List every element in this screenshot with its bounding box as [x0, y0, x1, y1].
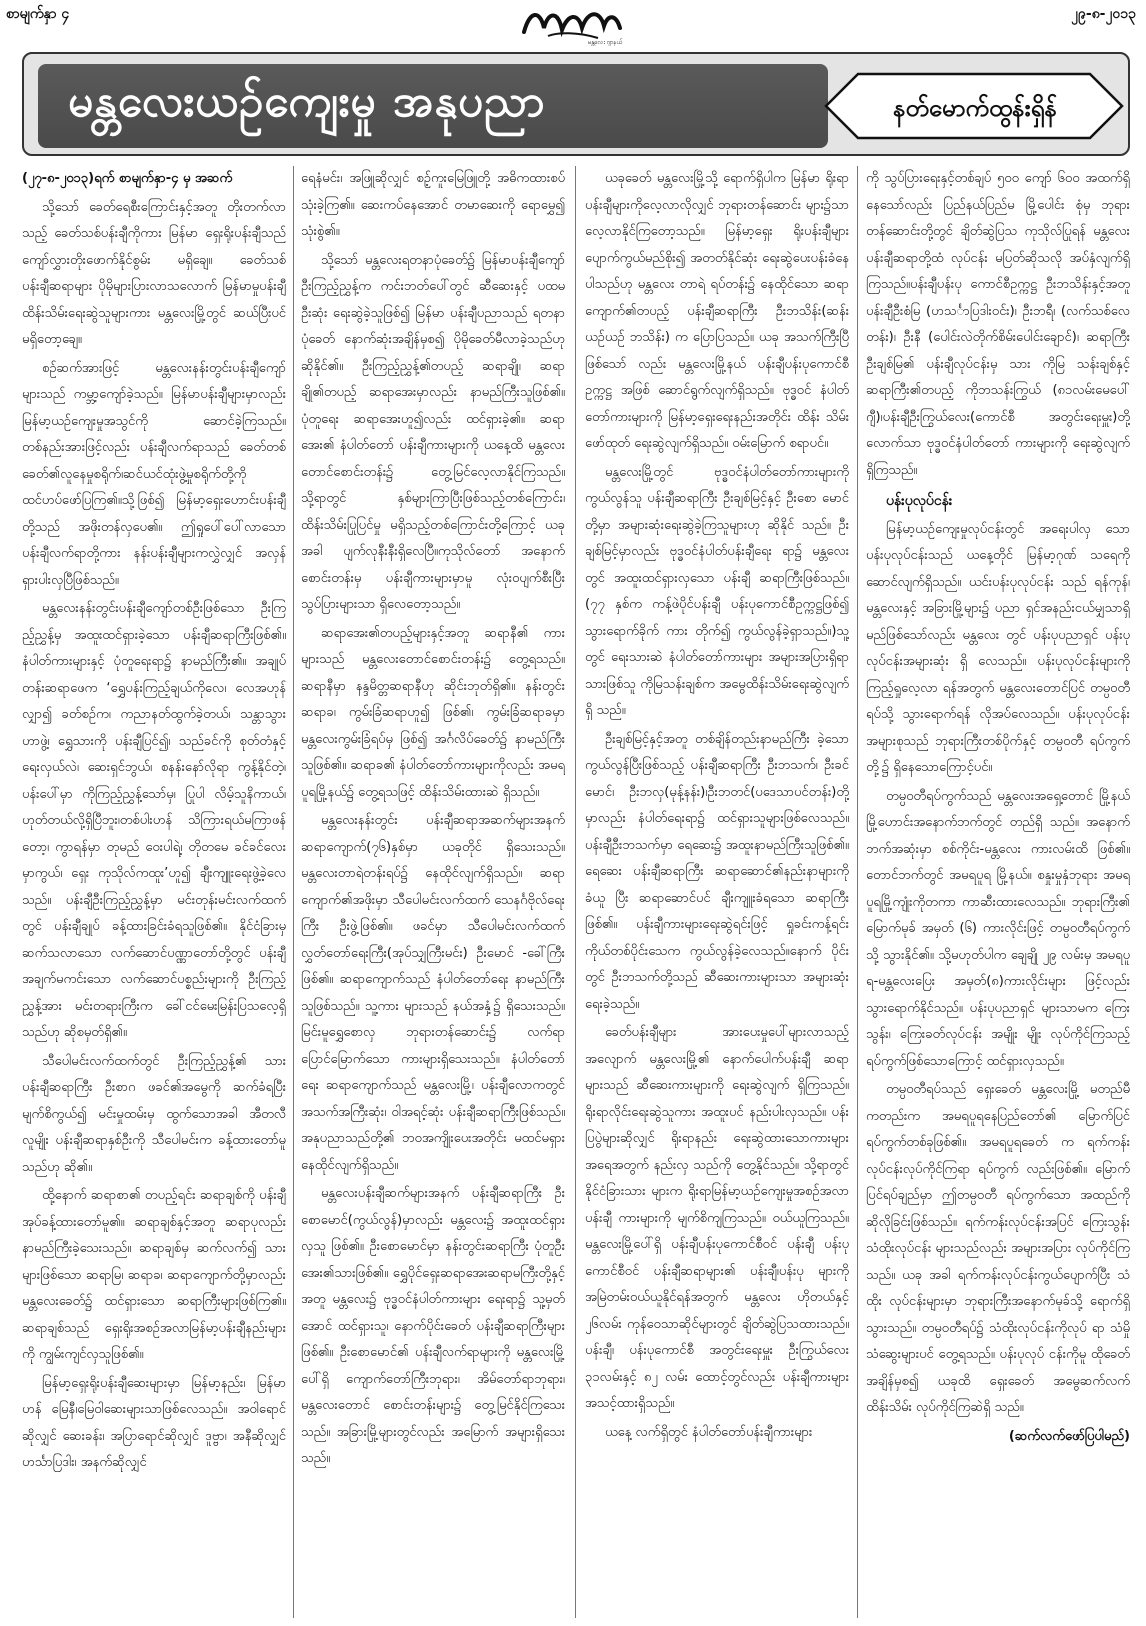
article-column-3	[585, 166, 849, 1618]
page-number: စာမျက်နှာ ၄	[6, 6, 70, 22]
article-column-2	[301, 166, 565, 1618]
to-be-continued-note: (ဆက်လက်ဖော်ပြပါမည်)	[1008, 1428, 1130, 1444]
paragraph: မြန်မာ့ရှေးရိုးပန်းချီဆေးများမှာ မြန်မာ့နည်း၊ မြန်မာဟန် မြေနီ၊မြေဝါဆေးများသာဖြစ်လေသည်။ အဝါရောင်ဆိုလျှင် ဆေးခန်း၊ အပြာရောင်ဆိုလျှင် ဒူဗ္ဗာ၊ အနီဆိုလျှင် ဟင်္သာပြဒါး၊ အနက်ဆိုလျှင်	[22, 1375, 286, 1470]
paragraph: ဆရာအေး၏တပည့်များနှင့်အတူ ဆရာနီ၏ ကားများသည် မန္တလေးတောင်စောင်းတန်း၌ တွေ့ရသည်။ ဆရာနီမှာ နန္ဒမိတ္တဆရာနီဟု ဆိုင်းဘုတ်ရှိ၏။ နန်းတွင်းဆရာခ၊ ကွမ်းခြံဆရာဟူ၍ ဖြစ်၏၊ ကွမ်းခြံဆရာခမှာ မန္တလေးကွမ်းခြံရပ်မှ ဖြစ်၍ အင်္ဂလိပ်ခေတ်၌ နာမည်ကြီးသူဖြစ်၏။ ဆရာခ၏ နံပါတ်တော်ကားများကိုလည်း အမရပူရမြို့နယ်၌ တွေ့ရသဖြင့် ထိန်းသိမ်းထားဆဲ ရှိသည်။	[301, 625, 565, 800]
paragraph: သီပေါမင်းလက်ထက်တွင် ဦးကြည့်ညွှန့်၏ သား ပန်းချီဆရာကြီး ဦးစာဂ ဖခင်၏အမွေကို ဆက်ခံရပြီး မျက်စိကွယ်၍ မင်းမှုထမ်းမှ ထွက်သောအခါ အီတလီလူမျိုး ပန်းချီဆရာနှစ်ဦးကို သီပေါမင်းက ခန့်ထားတော်မူသည်ဟု ဆို၏။	[22, 1053, 286, 1175]
paragraph: ထို့နောက် ဆရာစာ၏ တပည့်ရင်း ဆရာချစ်ကို ပန်းချီအုပ်ခန့်ထားတော်မူ၏။ ဆရာချစ်နှင့်အတူ ဆရာပုလည်း နာမည်ကြီးခဲ့သေးသည်။ ဆရာချစ်မှ ဆက်လက်၍ သားများဖြစ်သော ဆရာမြ၊ ဆရာခ၊ ဆရာကျောက်တို့မှာလည်း မန္တလေးခေတ်၌ ထင်ရှားသော ဆရာကြီးများဖြစ်ကြ၏။ ဆရာချစ်သည် ရှေးရိုးအစဉ်အလာမြန်မာ့ပန်းချီနည်းများကို ကျွမ်းကျင်လှသူဖြစ်၏။	[22, 1188, 286, 1362]
article-column-4	[866, 166, 1130, 1618]
masthead-logo	[518, 2, 626, 46]
page-header	[0, 0, 1146, 50]
paragraph: ခေတ်ပန်းချီများ အားပေးမှုပေါ်များလာသည့် အလျောက် မန္တလေးမြို့၏ နောက်ပေါက်ပန်းချီ ဆရာများသည် ဆီဆေးကားများကို ရေးဆွဲလျက် ရှိကြသည်။ ရိုးရာလိုင်းရေးဆွဲသူကား အထူးပင် နည်းပါးလှသည်။ ပန်းပြပွဲများဆိုလျှင် ရိုးရာနည်း ရေးဆွဲထားသောကားများ အရေအတွက် နည်းလှ သည်ကို တွေ့နိုင်သည်။ သို့ရာတွင် နိုင်ငံခြားသား များက ရိုးရာမြန်မာ့ယဉ်ကျေးမှုအစဉ်အလာပန်းချီ ကားများကို မျက်စိကျကြသည်။ ဝယ်ယူကြသည်။ မန္တလေးမြို့ပေါ်ရှိ ပန်းချီပန်းပုကောင်စီဝင် ပန်းချီ ပန်းပုကောင်စီဝင် ပန်းချီဆရာများ၏ ပန်းချီ၊ပန်းပု များကို အမြဲတမ်းဝယ်ယူနိုင်ရန်အတွက် မန္တလေး ဟိုတယ်နှင့် ၂၆လမ်း ကုန်ဝေသာဆိုင်များတွင် ချိတ်ဆွဲပြသထားသည်။ ပန်းချီ၊ ပန်းပုကောင်စီ အတွင်းရေးမှူး ဦးကြွယ်လေး ၃၁လမ်းနှင့် ၈၂ လမ်း ထောင့်တွင်လည်း ပန်းချီကားများ အသင့်ထားရှိသည်။	[585, 1025, 849, 1411]
article-title: မန္တလေးယဉ်ကျေးမှု အနုပညာ	[68, 76, 546, 127]
title-band	[38, 64, 828, 148]
paragraph: တမ္ပဝတီရပ်သည် ရှေးခေတ် မန္တလေးမြို့ မတည်မီကတည်းက အမရပူရနေပြည်တော်၏ မြောက်ပြင်ရပ်ကွက်တစ်ခုဖြစ်၏။ အမရပူရခေတ် က ရက်ကန်းလုပ်ငန်းလုပ်ကိုင်ကြရာ ရပ်ကွက် လည်းဖြစ်၏။ မြောက်ပြင်ရပ်ချည်မှာ ဤတမ္ပဝတီ ရပ်ကွက်သော အထည်ကို ဆိုလိုခြင်းဖြစ်သည်။ ရက်ကန်းလုပ်ငန်းအပြင် ကြေးသွန်းသံထိုးလုပ်ငန်း များသည်လည်း အများအပြား လုပ်ကိုင်ကြသည်။ ယခု အခါ ရက်ကန်းလုပ်ငန်းကွယ်ပျောက်ပြီး သံထိုး လုပ်ငန်းများမှာ ဘုရားကြီးအနောက်မုခ်သို့ ရောက်ရှိ သွားသည်။ တမ္ပဝတီရပ်၌ သံထိုးလုပ်ငန်းကိုလုပ် ရာ သံမှိုသံဆွေးများပင် တွေ့ရသည်။ ပန်းပုလုပ် ငန်းကိုမူ ထိုခေတ်အချိန်မှစ၍ ယခုထိ ရှေးခေတ် အမွေဆက်လက်ထိန်းသိမ်း လုပ်ကိုင်ကြဆဲရှိ သည်။	[866, 1082, 1130, 1415]
paragraph: မန္တလေးနန်းတွင်း ပန်းချီဆရာအဆက်များအနက် ဆရာကျောက်(၇၆)နှစ်မှာ ယခုတိုင် ရှိသေးသည်။ မန္တလေးတာရဲတန်းရပ်၌ နေထိုင်လျက်ရှိသည်။ ဆရာကျောက်၏အဖိုးမှာ သီပေါမင်းလက်ထက် သေနင်္ဂဗိုလ်ရေးကြီး ဦးဖွဲ့ဖြစ်၏။ ဖခင်မှာ သီပေါမင်းလက်ထက် လွှတ်တော်ရေးကြီး(အုပ်သျှကြီးမင်း) ဦးမောင် -ခေါ်ကြီးဖြစ်၏။ ဆရာကျောက်သည် နံပါတ်တော်ရေး နာမည်ကြီးသူဖြစ်သည်။ သူ့ကား များသည် နယ်အနှံ့၌ ရှိသေးသည်။မြင်းမူရွှေစောလှ ဘုရားတန်ဆောင်း၌ လက်ရာပြောင်မြောက်သော ကားများရှိသေးသည်။ နံပါတ်တော်ရေး ဆရာကျောက်သည် မန္တလေးမြို့၊ ပန်းချီလောကတွင် အသက်အကြီးဆုံး၊ ဝါအရင့်ဆုံး ပန်းချီဆရာကြီးဖြစ်သည်။ အနုပညာသည်တို့၏ ဘဝအကျိုးပေးအတိုင်း မထင်မရှား နေထိုင်လျက်ရှိသည်။	[301, 813, 565, 1173]
paragraph: မန္တလေးပန်းချီဆက်များအနက် ပန်းချီဆရာကြီး ဦးစောမောင်(ကွယ်လွန်)မှာလည်း မန္တလေး၌ အထူးထင်ရှားလှသူ ဖြစ်၏။ ဦးစောမောင်မှာ နန်းတွင်းဆရာကြီး ပုံတူဦးအေး၏သားဖြစ်၏။ ရွှေပိုင်ရှေးဆရာအေးဆရာမကြီးတို့နှင့်အတူ မန္တလေး၌ ဗုဒ္ဓဝင်နံပါတ်ကားများ ရေးရာ၌ သူ့မှတ်အောင် ထင်ရှားသူ၊ နောက်ပိုင်းခေတ် ပန်းချီဆရာကြီးများ ဖြစ်၏။ ဦးစောမောင်၏ ပန်းချီလက်ရာများကို မန္တလေးမြို့ ပေါ်ရှိ ကျောက်တော်ကြီးဘုရား၊ အိမ်တော်ရာဘုရား၊ မန္တလေးတောင် စောင်းတန်းများ၌ တွေ့မြင်နိုင်ကြသေးသည်။ အခြားမြို့များတွင်လည်း အမြောက် အများရှိသေးသည်။	[301, 1186, 565, 1466]
paragraph: ယခုခေတ် မန္တလေးမြို့သို့ ရောက်ရှိပါက မြန်မာ ရိုးရာပန်းချီများကိုလေ့လာလိုလျှင် ဘုရားတန်ဆောင်း များ၌သာ လေ့လာနိုင်ကြတော့သည်။ မြန်မာ့ရှေး ရိုးပန်းချီများ ပျောက်ကွယ်မည်စိုး၍ အတတ်နိုင်ဆုံး ရေးဆွဲပေးပန်းခံနေပါသည်ဟု မန္တလေး တာရဲ ရပ်တန်း၌ နေထိုင်သော ဆရာကျောက်၏တပည့် ပန်းချီဆရာကြီး ဦးဘသိန်း(ဆန်းယဉ်ယဉ် ဘသိန်း) က ပြောပြသည်။ ယခု အသက်ကြီးပြီဖြစ်သော် လည်း မန္တလေးမြို့နယ် ပန်းချီပန်းပုကောင်စီ ဥက္ကဋ္ဌ အဖြစ် ဆောင်ရွက်လျက်ရှိသည်။ ဗုဒ္ဓဝင် နံပါတ် တော်ကားများကို မြန်မာ့ရှေးရေးနည်းအတိုင်း ထိန်း သိမ်းဖော်ထုတ် ရေးဆွဲလျက်ရှိသည်။ ဝမ်းမြောက် စရာပင်။	[585, 171, 849, 451]
issue-date: ၂၉-၈-၂၀၁၃	[1071, 6, 1136, 22]
section-heading: ပန်းပုလုပ်ငန်း	[886, 493, 953, 509]
paragraph: သို့သော် ခေတ်ရေစီးကြောင်းနှင့်အတူ တိုးတက်လာသည့် ခေတ်သစ်ပန်းချီကိုကား မြန်မာ ရှေးရိုးပန်းချီသည် ကျော်လွှားတိုးဖောက်နိုင်စွမ်း မရှိချေ။ ခေတ်သစ်ပန်းချီဆရာများ ပိုမိုများပြားလာသလောက် မြန်မာမှုပန်းချီထိန်းသိမ်းရေးဆွဲသူများကား မန္တလေးမြို့တွင် ဆယ်ပြီးပင် မရှိတော့ချေ။	[22, 199, 286, 347]
paragraph: ဦးချစ်မြင့်နှင့်အတူ တစ်ချိန်တည်းနာမည်ကြီး ခဲ့သော ကွယ်လွန်ပြီးဖြစ်သည့် ပန်းချီဆရာကြီး ဦးဘသက်၊ ဦးခင်မောင်၊ ဦးဘလှ(မုန့်နန်း)၊ဦးဘတင်(ပဒေသာပင်တန်း)တို့မှာလည်း နံပါတ်ရေးရာ၌ ထင်ရှားသူများဖြစ်လေသည်။ ပန်းချီဦးဘသက်မှာ ရေဆေး၌ အထူးနာမည်ကြီးသူဖြစ်၏။ ရေဆေး ပန်းချီဆရာကြီး ဆရာဆောင်၏နည်းနာများကို ခံယူ ပြီး ဆရာဆောင်ပင် ချီးကျူးခံရသော ဆရာကြီး ဖြစ်၏။ ပန်းချီကားများရေးဆွဲရင်းဖြင့် ရှုခင်းကန့်ရင်း ကိုယ်တစ်ပိုင်းသေက ကွယ်လွန်ခဲ့လေသည်။နောက် ပိုင်းတွင် ဦးဘသက်တို့သည် ဆီဆေးကားများသာ အများဆုံး ရေးခဲ့သည်။	[585, 731, 849, 1012]
article-column-1	[22, 166, 286, 1618]
paragraph: မြန်မာ့ယဉ်ကျေးမှုလုပ်ငန်းတွင် အရေးပါလှ သော ပန်းပုလုပ်ငန်းသည် ယနေ့တိုင် မြန်မာ့ဂုဏ် သရေကို ဆောင်လျက်ရှိသည်။ ယင်းပန်းပုလုပ်ငန်း သည် ရန်ကုန်၊ မန္တလေးနှင့် အခြားမြို့များ၌ ပညာ ရှင်အနည်းငယ်မျှသာရှိမည်ဖြစ်သော်လည်း မန္တလေး တွင် ပန်းပုပညာရှင် ပန်းပုလုပ်ငန်းအများဆုံး ရှိ လေသည်။ ပန်းပုလုပ်ငန်းများကို ကြည့်ရှုလေ့လာ ရန်အတွက် မန္တလေးတောင်ပြင် တမ္ပဝတီရပ်သို့ သွားရောက်ရန် လိုအပ်လေသည်။ ပန်းပုလုပ်ငန်း အများစုသည် ဘုရားကြီးတစ်ပိုက်နှင့် တမ္ပဝတီ ရပ်ကွက်တို့၌ ရှိနေသောကြောင့်ပင်။	[866, 521, 1130, 775]
paragraph: ရေနံမင်း၊ အဖြူဆိုလျှင် စဉ့်ကူးမြေဖြူတို့ အဓိကထားစပ်သုံးခဲ့ကြ၏။ ဆေးကပ်နေအောင် တမာဆေးကို ရောမွှေ၍ သုံးစွဲ၏။	[301, 171, 565, 239]
paragraph: စဉ်ဆက်အားဖြင့် မန္တလေးနန်းတွင်းပန်းချီကျော်များသည် ကမ္ဘာ့ကျော်ခဲ့သည်။ မြန်မာပန်းချီများမှာလည်း မြန်မာ့ယဉ်ကျေးမှုအသွင်ကို ဆောင်ခဲ့ကြသည်။ တစ်နည်းအားဖြင့်လည်း ပန်းချီလက်ရာသည် ခေတ်တစ်ခေတ်၏လူနေမှုစရိုက်၊ဆင်ယင်ထုံးဖွဲ့မှုစရိုက်တို့ကို ထင်ဟပ်ဖော်ပြကြ၏။သို့ဖြစ်၍ မြန်မာ့ရှေးဟောင်းပန်းချီတို့သည် အဖိုးတန်လှပေ၏။ ဤရှုပေါ်ပေါ်လာသော ပန်းချီလက်ရာတို့ကား နန်းပန်းချီများကလွှဲလျှင် အလှန်ရှားပါးလှပြီဖြစ်သည်။	[22, 360, 286, 588]
paragraph: တမ္ပဝတီရပ်ကွက်သည် မန္တလေးအရှေ့တောင် မြို့နယ် မြို့ဟောင်းအနောက်ဘက်တွင် တည်ရှိ သည်။ အနောက်ဘက်အဆုံးမှာ စစ်ကိုင်း-မန္တလေး ကားလမ်းထိ ဖြစ်၏။ တောင်ဘက်တွင် အမရပူရ မြို့နယ်။ စနှုးမှုနှံဘုရား အမရပူရမြို့ကျုံးကိုတကာ ကာဆီးထားလေသည်။ ဘုရားကြီး၏ မြောက်မုခ် အမှတ် (၆) ကားလိုင်းဖြင့် တမ္ပဝတီရပ်ကွက်သို့ သွားနိုင်၏။ သို့မဟုတ်ပါက ချေချို ၂၉ လမ်းမှ အမရပူရ-မန္တလေးပြေး အမှတ်(၈)ကားလိုင်းများ ဖြင့်လည်း သွားရောက်နိုင်သည်။ ပန်းပုပညာရှင် များသာမက ကြေးသွန်း၊ ကြေးခတ်လုပ်ငန်း အမျိုး မျိုး လုပ်ကိုင်ကြသည့် ရပ်ကွက်ဖြစ်သောကြောင့် ထင်ရှားလှသည်။	[866, 788, 1130, 1069]
paragraph: ကို သွပ်ပြားရေးနှင့်တစ်ချပ် ၅၀၀ ကျော် ၆၀၀ အထက်ရှိနေသော်လည်း ပြည်နယ်ပြည်မ မြို့ပေါင်း စုံမှ ဘုရားတန်ဆောင်းတို့တွင် ချိတ်ဆွဲပြသ ကုသိုလ်ပြုရန် မန္တလေးပန်းချီဆရာတို့ထံ လုပ်ငန်း မပြတ်ဆိုသလို အပ်နှံလျက်ရှိကြသည်။ပန်းချီပန်းပု ကောင်စီဥက္ကဋ္ဌ ဦးဘသိန်းနှင့်အတူ ပန်းချီဦးစံမြ (ဟသင်္ာပြဒါးဝင်း)၊ ဦးဘရီ၊ (လက်သစ်လေ တန်း)၊ ဦးနီ (ပေါင်းလဲတိုက်စိမ်းပေါင်းချောင်)၊ ဆရာကြီး ဦးချစ်မြ၏ ပန်းချီလုပ်ငန်းမှ သား ကိုမြ သန်းချစ်နှင့် ဆရာကြီး၏တပည့် ကိုဘသန်းကြွယ် (၈၁လမ်းမေပေါ်ဂျီ)၊ပန်းချီဦးကြွယ်လေး(ကောင်စီ အတွင်းရေးမှူး)တို့လောက်သာ ဗုဒ္ဓဝင်နံပါတ်တော် ကားများကို ရေးဆွဲလျက်ရှိကြသည်။	[866, 171, 1130, 478]
paragraph: ယနေ့ လက်ရှိတွင် နံပါတ်တော်ပန်းချီကားများ	[605, 1424, 813, 1440]
column-divider	[293, 166, 294, 1618]
article-body	[22, 166, 1130, 1618]
svg-text:မန္တလေး ဂျာနယ်: မန္တလေး ဂျာနယ်	[588, 39, 623, 46]
article-title-banner	[22, 52, 1130, 156]
paragraph: မန္တလေးမြို့တွင် ဗုဒ္ဓဝင်နံပါတ်တော်ကားများကို ကွယ်လွန်သူ ပန်းချီဆရာကြီး ဦးချစ်မြင့်နှင့် ဦးစော မောင်တို့မှာ အများဆုံးရေးဆွဲခဲ့ကြသူများဟု ဆိုနိုင် သည်။ ဦးချစ်မြင့်မှာလည်း ဗုဒ္ဓဝင်နံပါတ်ပန်းချီရေး ရာ၌ မန္တလေးတွင် အထူးထင်ရှားလှသော ပန်းချီ ဆရာကြီးဖြစ်သည်။ (၇၇ နှစ်က ကန့်ဖဲပိုင်ပန်းချီ ပန်းပုကောင်စီဥက္ကဋ္ဌဖြစ်၍ သွားရောက်ခိုက် ကား တိုက်၍ ကွယ်လွန်ခဲ့ရှာသည်။)သူ့တွင် ရေးသားဆဲ နံပါတ်တော်ကားများ အများအပြားရှိရာ သားဖြစ်သူ ကိုမြသန်းချစ်က အမွေထိန်းသိမ်းရေးဆွဲလျက်ရှိ သည်။	[585, 464, 849, 718]
paragraph: မန္တလေးနန်းတွင်းပန်းချီကျော်တစ်ဦးဖြစ်သော ဦးကြည့်ညွှန့်မှ အထူးထင်ရှားခဲ့သော ပန်းချီဆရာကြီးဖြစ်၏။ နံပါတ်ကားများနှင့် ပုံတူရေးရာ၌ နာမည်ကြီး၏။ အချုပ်တန်းဆရာဖေက ‘ရွှေပန်းကြည့်ချယ်ကိုလေ၊ လေအဟုန်လျှာ၍ ခတ်စဉ်က၊ ကညာနတ်ထွက်ခဲ့တယ်၊ သန္တာသွားဟာဖွဲ့၊ ရွှေသားကို ပန်းချီပြင်၍၊ သည်ခင်ကို စုတ်တံနှင့် ရေးလှယ်လဲ၊ ဆေးရှင်ဘွယ်၊ စနန်းနော်လိုရာ ကွန့်နိုင်တဲ့၊ ပန်းပေါ်မှာ ကိုကြည့်ညွှန့်သော်မှ၊ ပြုပါ လိမ့်သူနိကာယ်၊ဟုတ်တယ်လို့ရှိပြီဘူး၊တစ်ပါးဟန် သိကြားရယ်မကြာဖန်တော့၊ ကွာရန်မှာ တုမည် ဝေးပါရဲ့၊ တိုတမေ ခင်ခင်လေးမှာကွယ်၊ ရှေး ကုသိုလ်ကထူး’ဟူ၍ ချီးကျူးရေးဖွဲ့ခဲ့လေသည်။ ပန်းချီဦးကြည့်ညွှန့်မှာ မင်းတုန်းမင်းလက်ထက် တွင် ပန်းချီချုပ် ခန့်ထားခြင်းခံရသူဖြစ်၏။ နိုင်ငံခြားမှ ဆက်သလာသော လက်ဆောင်ပဏ္ဏာတော်တို့တွင် ပန်းချီအချက်မကင်းသော လက်ဆောင်ပစ္စည်းများကို ဦးကြည့်ညွှန့်အား မင်းတရားကြီးက ခေါ်ငင်မေးမြန်းပြသလေ့ရှိသည်ဟု ဆိုစမှတ်ရှိ၏။	[22, 601, 286, 1040]
paragraph: သို့သော် မန္တလေးရတနာပုံခေတ်၌ မြန်မာပန်းချီကျော်ဦးကြည့်ညွှန့်က ကင်းဘတ်ပေါ်တွင် ဆီဆေးနှင့် ပထမဦးဆုံး ရေးဆွဲခဲ့သူဖြစ်၍ မြန်မာ ပန်းချီပညာသည် ရတနာပုံခေတ် နောက်ဆုံးအချိန်မှစ၍ ပိုမိုခေတ်မီလာခဲ့သည်ဟု ဆိုနိုင်၏။ ဦးကြည့်ညွှန့်၏တပည့် ဆရာချို၊ ဆရာချို၏တပည့် ဆရာအေးမှာလည်း နာမည်ကြီးသူဖြစ်၏။ ပုံတူရေး ဆရာအေးဟူ၍လည်း ထင်ရှားခဲ့၏။ ဆရာအေး၏ နံပါတ်တော် ပန်းချီကားများကို ယနေ့ထိ မန္တလေးတောင်စောင်းတန်း၌ တွေ့မြင်လေ့လာနိုင်ကြသည်။ သို့ရာတွင် နှစ်များကြာပြီးဖြစ်သည့်တစ်ကြောင်း၊ ထိန်းသိမ်းပြုပြင်မှု မရှိသည့်တစ်ကြောင်းတို့ကြောင့် ယခုအခါ ပျက်လုနီးနီးရှိလေပြီ။ကုသိုလ်တော် အနောက်စောင်းတန်းမှ ပန်းချီကားများမှာမူ လုံးဝပျက်စီးပြီး သွပ်ပြားများသာ ရှိလေတော့သည်။	[301, 252, 565, 612]
column-divider	[857, 166, 858, 1618]
article-byline: နတ်မောက်ထွန်းရှိန်	[893, 94, 1057, 122]
column-divider	[575, 166, 576, 1618]
continuation-note: (၂၇-၈-၂၀၁၃)ရက် စာမျက်နှာ-၄ မှ အဆက်	[22, 171, 233, 186]
